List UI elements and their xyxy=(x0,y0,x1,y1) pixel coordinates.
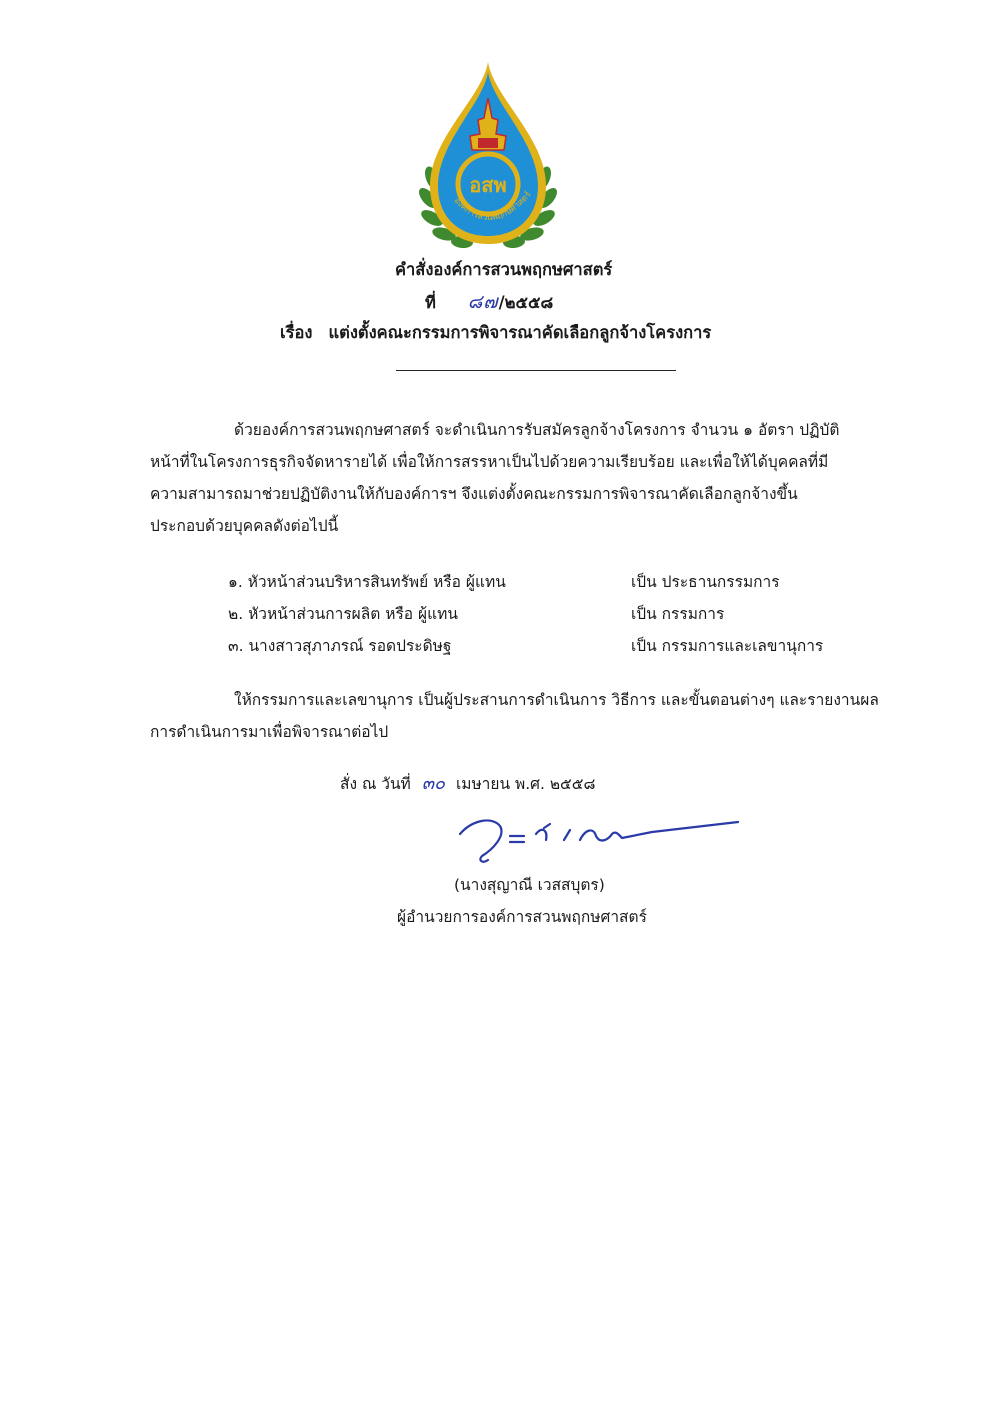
date-day-handwritten: ๓๐ xyxy=(421,773,446,794)
paragraph-line: ด้วยองค์การสวนพฤกษศาสตร์ จะดำเนินการรับสมัครลูกจ้างโครงการ จำนวน ๑ อัตรา ปฏิบัติ xyxy=(234,421,840,439)
committee-member: ๒. หัวหน้าส่วนการผลิต หรือ ผู้แทน xyxy=(228,605,458,623)
committee-member: ๓. นางสาวสุภาภรณ์ รอดประดิษฐ xyxy=(228,637,452,655)
committee-item xyxy=(228,598,848,630)
order-subject xyxy=(280,320,711,346)
order-number-year: /๒๕๕๘ xyxy=(498,293,554,312)
signer-name: (นางสุญาณี เวสสบุตร) xyxy=(454,876,605,894)
paragraph-line: ประกอบด้วยบุคคลดังต่อไปนี้ xyxy=(150,517,339,535)
committee-list xyxy=(228,566,848,662)
signer-position: ผู้อำนวยการองค์การสวนพฤกษศาสตร์ xyxy=(397,908,647,926)
committee-member: ๑. หัวหน้าส่วนบริหารสินทรัพย์ หรือ ผู้แทน xyxy=(228,573,506,591)
paragraph-line: หน้าที่ในโครงการธุรกิจจัดหารายได้ เพื่อให้การสรรหาเป็นไปด้วยความเรียบร้อย และเพื่อให้ได้บุคคลที่มี xyxy=(150,453,829,471)
order-number xyxy=(425,287,553,317)
paragraph-line: ให้กรรมการและเลขานุการ เป็นผู้ประสานการดำเนินการ วิธีการ และขั้นตอนต่างๆ และรายงานผล xyxy=(234,691,879,709)
order-number-label: ที่ xyxy=(425,293,436,312)
subject-label: เรื่อง xyxy=(280,323,313,342)
committee-role: เป็น กรรมการและเลขานุการ xyxy=(631,637,824,655)
committee-item xyxy=(228,630,848,662)
order-number-handwritten: ๘๗ xyxy=(467,291,499,313)
committee-role: เป็น กรรมการ xyxy=(631,605,725,623)
committee-role: เป็น ประธานกรรมการ xyxy=(631,573,780,591)
body-paragraph-1 xyxy=(150,414,839,542)
header-divider xyxy=(396,370,676,371)
paragraph-line: ความสามารถมาช่วยปฏิบัติงานให้กับองค์การฯ จึงแต่งตั้งคณะกรรมการพิจารณาคัดเลือกลูกจ้างขึ้น xyxy=(150,485,798,503)
date-month-year: เมษายน พ.ศ. ๒๕๕๘ xyxy=(455,775,596,793)
organization-seal-logo xyxy=(418,58,558,248)
body-paragraph-2 xyxy=(150,684,879,748)
seal-text: องค์การสวนพฤกษศาสตร์ xyxy=(451,189,534,224)
subject-text: แต่งตั้งคณะกรรมการพิจารณาคัดเลือกลูกจ้างโครงการ xyxy=(328,323,712,342)
seal-monogram: อสพ xyxy=(469,173,507,197)
order-title: คำสั่งองค์การสวนพฤกษศาสตร์ xyxy=(395,260,613,279)
committee-item xyxy=(228,566,848,598)
paragraph-line: การดำเนินการมาเพื่อพิจารณาต่อไป xyxy=(150,723,389,741)
handwritten-signature xyxy=(452,806,752,876)
date-prefix: สั่ง ณ วันที่ xyxy=(340,775,411,793)
order-date xyxy=(340,768,595,797)
